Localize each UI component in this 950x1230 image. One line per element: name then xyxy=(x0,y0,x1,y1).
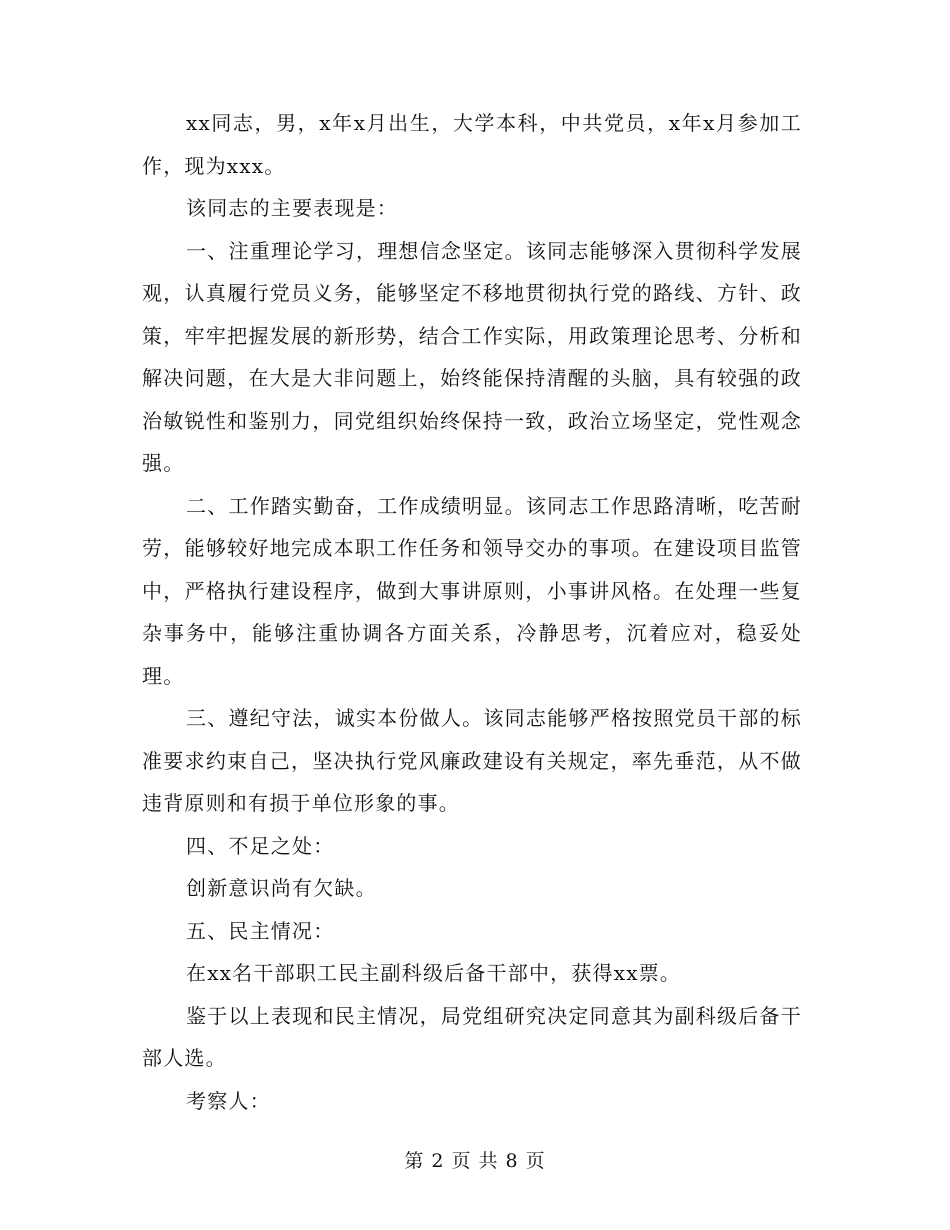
paragraph-conclusion: 鉴于以上表现和民主情况，局党组研究决定同意其为副科级后备干部人选。 xyxy=(142,1003,802,1070)
paragraph-discipline: 三、遵纪守法，诚实本份做人。该同志能够严格按照党员干部的标准要求约束自己，坚决执行党风廉政建设有关规定，率先垂范，从不做违背原则和有损于单位形象的事。 xyxy=(142,706,802,815)
paragraph-democracy-votes: 在xx名干部职工民主副科级后备干部中，获得xx票。 xyxy=(186,961,682,985)
paragraph-intro: xx同志，男，x年x月出生，大学本科，中共党员，x年x月参加工作，现为xxx。 xyxy=(142,111,802,178)
page-number-footer: 第 2 页 共 8 页 xyxy=(404,1150,546,1172)
paragraph-shortcomings-heading: 四、不足之处： xyxy=(186,833,335,858)
paragraph-work-diligence: 二、工作踏实勤奋，工作成绩明显。该同志工作思路清晰，吃苦耐劳，能够较好地完成本职工作任务和领导交办的事项。在建设项目监管中，严格执行建设程序，做到大事讲原则，小事讲风格。在处理一些复杂事务中，能够注重协调各方面关系，冷静思考，沉着应对，稳妥处理。 xyxy=(142,493,802,688)
paragraph-shortcomings: 创新意识尚有欠缺。 xyxy=(186,876,377,900)
document-body xyxy=(142,102,802,1122)
paragraph-performance-heading: 该同志的主要表现是： xyxy=(186,196,398,220)
paragraph-inspector: 考察人： xyxy=(186,1088,271,1113)
paragraph-theory-study: 一、注重理论学习，理想信念坚定。该同志能够深入贯彻科学发展观，认真履行党员义务，能够坚定不移地贯彻执行党的路线、方针、政策，牢牢把握发展的新形势，结合工作实际，用政策理论思考、分析和解决问题，在大是大非问题上，始终能保持清醒的头脑，具有较强的政治敏锐性和鉴别力，同党组织始终保持一致，政治立场坚定，党性观念强。 xyxy=(142,238,802,475)
paragraph-democracy-heading: 五、民主情况： xyxy=(186,918,335,943)
